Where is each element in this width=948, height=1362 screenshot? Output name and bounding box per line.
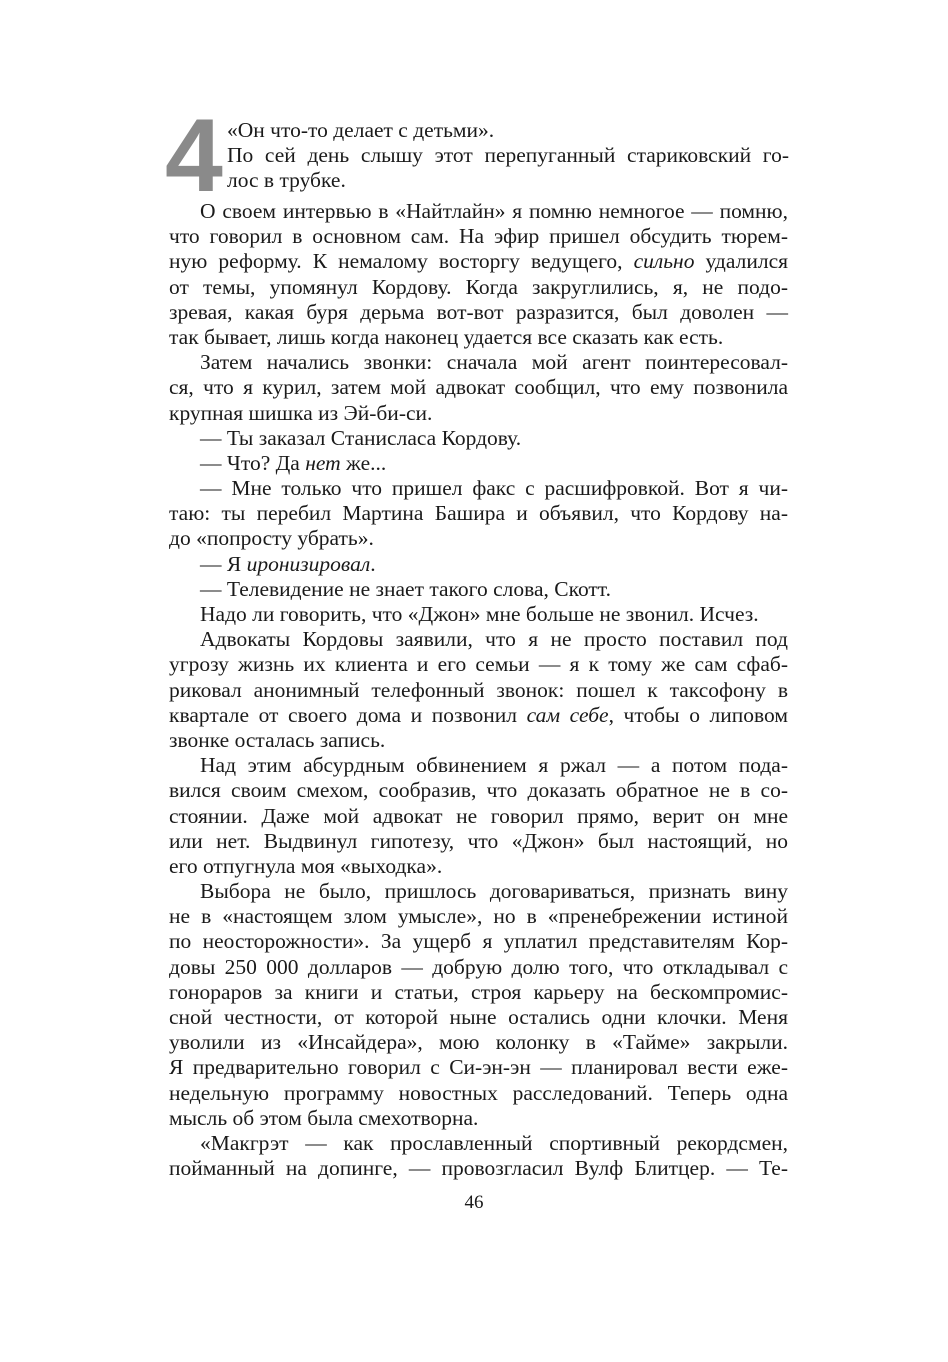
text-line: Я предварительно говорил с Си-эн-эн — планировал вести еже- <box>169 1055 788 1080</box>
text-line: вился своим смехом, сообразив, что доказать обратное не в со- <box>169 778 788 803</box>
text-line: уволили из «Инсайдера», мою колонку в «Тайме» закрыли. <box>169 1030 788 1055</box>
text-line: не в «настоящем злом умысле», но в «пренебрежении истиной <box>169 904 788 929</box>
text-line: квартале от своего дома и позвонил сам себе, чтобы о липовом <box>169 702 788 727</box>
text-line: таю: ты перебил Мартина Башира и объявил, что Кордову на- <box>169 501 788 526</box>
text-line: О своем интервью в «Найтлайн» я помню немногое — помню, <box>200 199 788 223</box>
text-line: от темы, упомянул Кордову. Когда закруглились, я, не подо- <box>169 274 788 299</box>
chapter-number: 4 <box>165 98 223 214</box>
text-line: по неосторожности». За ущерб я уплатил представителям Кор- <box>169 929 788 954</box>
text-line: лос в трубке. <box>227 168 346 193</box>
text-line: — Ты заказал Станисласа Кордову. <box>200 425 522 450</box>
text-line: довы 250 000 долларов — добрую долю того, что откладывал с <box>169 954 788 979</box>
text-line: — Телевидение не знает такого слова, Скотт. <box>200 576 611 601</box>
text-line: пойманный на допинге, — провозгласил Вулф Блитцер. — Те- <box>169 1156 788 1181</box>
text-line: гонораров за книги и статьи, строя карьеру на бескомпромис- <box>169 979 788 1004</box>
text-line: Затем начались звонки: сначала мой агент поинтересовал- <box>200 350 788 375</box>
text-line: Над этим абсурдным обвинением я ржал — а потом пода- <box>200 753 788 778</box>
page-number: 46 <box>464 1192 484 1213</box>
body-text <box>169 199 788 1181</box>
text-line: сной честности, от которой ныне остались одни клочки. Меня <box>169 1005 788 1029</box>
book-page <box>165 98 789 1181</box>
text-line: Адвокаты Кордовы заявили, что я не просто поставил под <box>200 627 788 652</box>
text-line: стоянии. Даже мой адвокат не говорил прямо, верит он мне <box>169 803 788 828</box>
emphasis: нет <box>305 450 341 475</box>
text-line: что говорил в основном сам. На эфир пришел обсудить тюрем- <box>169 224 788 249</box>
text-line: — Мне только что пришел факс с расшифровкой. Вот я чи- <box>200 476 788 501</box>
text-line: зревая, какая буря дерьма вот-вот разразится, был доволен — <box>169 299 788 324</box>
emphasis: иронизировал <box>246 551 371 576</box>
chapter-opening-text <box>227 118 789 194</box>
text-line: звонке осталась запись. <box>169 727 386 752</box>
text-line: Выбора не было, пришлось договариваться, признать вину <box>200 879 788 904</box>
text-line: риковал анонимный телефонный звонок: пошел к таксофону в <box>169 677 788 702</box>
text-line: — Я иронизировал. <box>200 551 376 576</box>
text-line: — Что? Да нет же... <box>200 450 387 475</box>
text-line: «Макгрэт — как прославленный спортивный рекордсмен, <box>200 1130 788 1155</box>
text-line: недельную программу новостных расследований. Теперь одна <box>169 1080 788 1105</box>
emphasis: сам себе <box>526 702 609 727</box>
text-line: крупная шишка из Эй-би-си. <box>169 400 433 425</box>
text-line: Надо ли говорить, что «Джон» мне больше не звонил. Исчез. <box>200 602 759 626</box>
text-line: ся, что я курил, затем мой адвокат сообщил, что ему позвонила <box>169 375 788 400</box>
text-line: его отпугнула моя «выходка». <box>169 853 443 878</box>
text-line: «Он что-то делает с детьми». <box>227 118 495 142</box>
emphasis: сильно <box>633 249 695 274</box>
text-line: так бывает, лишь когда наконец удается все сказать как есть. <box>169 324 724 349</box>
text-line: ную реформу. К немалому восторгу ведущего, сильно удалился <box>169 249 789 274</box>
text-line: По сей день слышу этот перепуганный стариковский го- <box>227 143 789 168</box>
text-line: угрозу жизнь их клиента и его семьи — я к тому же сам сфаб- <box>169 652 788 677</box>
text-line: до «попросту убрать». <box>169 526 374 551</box>
text-line: мысль об этом была смехотворна. <box>169 1105 479 1130</box>
text-line: или нет. Выдвинул гипотезу, что «Джон» был настоящий, но <box>169 828 788 853</box>
